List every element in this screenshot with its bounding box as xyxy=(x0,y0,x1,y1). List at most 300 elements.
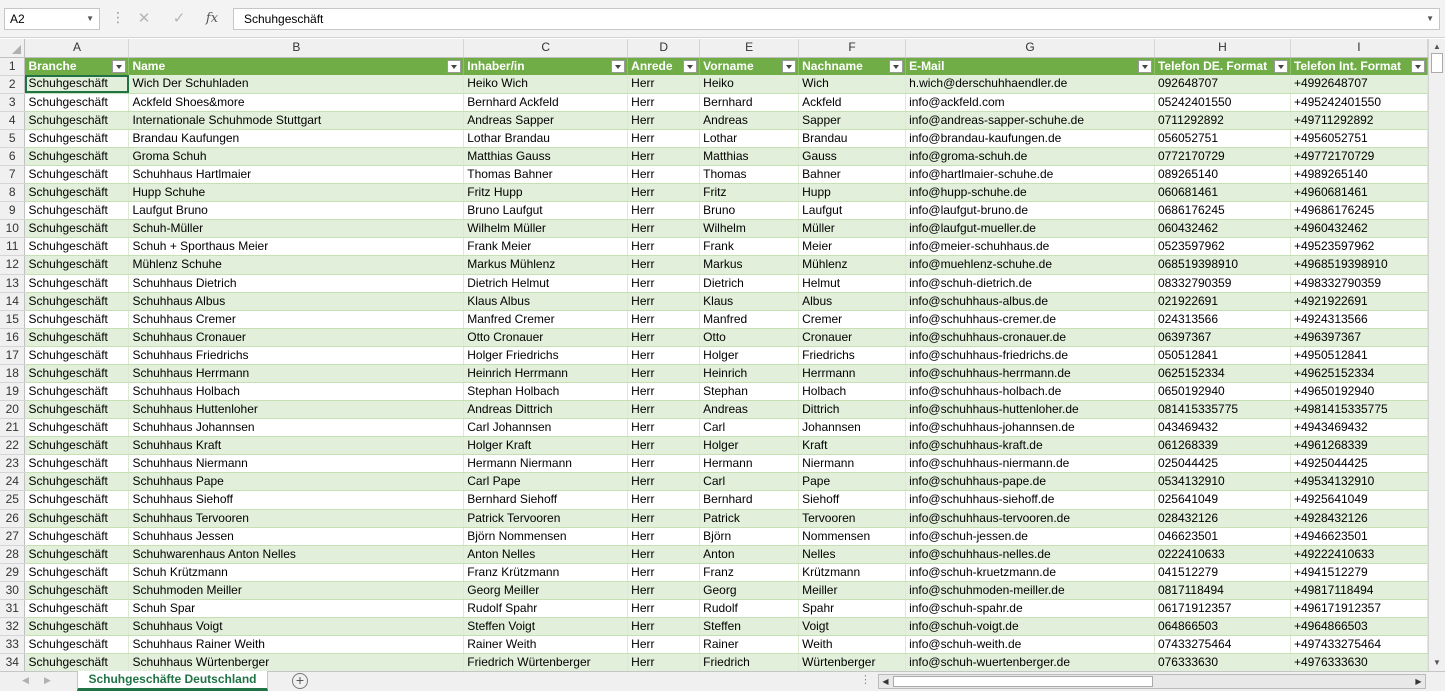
table-cell[interactable]: 0650192940 xyxy=(1154,382,1290,400)
table-cell[interactable]: Schuhgeschäft xyxy=(25,238,129,256)
table-cell[interactable]: Schuhgeschäft xyxy=(25,184,129,202)
column-header-b[interactable]: B xyxy=(129,39,464,57)
enter-icon[interactable]: ✓ xyxy=(172,10,186,27)
row-header[interactable]: 30 xyxy=(0,581,25,599)
table-cell[interactable]: info@schuh-spahr.de xyxy=(906,599,1155,617)
table-cell[interactable]: Herr xyxy=(628,328,700,346)
table-cell[interactable]: Schuhhaus Rainer Weith xyxy=(129,636,464,654)
table-cell[interactable]: Dittrich xyxy=(799,401,906,419)
table-cell[interactable]: info@schuhhaus-huttenloher.de xyxy=(906,401,1155,419)
row-header[interactable]: 8 xyxy=(0,184,25,202)
column-header-i[interactable]: I xyxy=(1290,39,1427,57)
table-cell[interactable]: Schuhgeschäft xyxy=(25,274,129,292)
cancel-icon[interactable]: ✕ xyxy=(137,10,151,27)
horizontal-scrollbar[interactable] xyxy=(878,674,1426,689)
table-cell[interactable]: Otto Cronauer xyxy=(464,328,628,346)
table-cell[interactable]: +496397367 xyxy=(1290,328,1427,346)
scrollbar-thumb[interactable] xyxy=(1431,53,1443,73)
table-cell[interactable]: 092648707 xyxy=(1154,75,1290,93)
table-cell[interactable]: Bernhard xyxy=(700,93,799,111)
table-cell[interactable]: Schuhgeschäft xyxy=(25,545,129,563)
filter-dropdown-icon[interactable] xyxy=(782,60,796,73)
table-cell[interactable]: Herr xyxy=(628,364,700,382)
table-cell[interactable]: Matthias Gauss xyxy=(464,147,628,165)
table-cell[interactable]: Herr xyxy=(628,93,700,111)
table-cell[interactable]: +498332790359 xyxy=(1290,274,1427,292)
table-cell[interactable]: Herr xyxy=(628,346,700,364)
table-header-cell[interactable] xyxy=(464,57,628,75)
table-cell[interactable]: Schuhgeschäft xyxy=(25,563,129,581)
table-header-cell[interactable] xyxy=(700,57,799,75)
table-cell[interactable]: +4950512841 xyxy=(1290,346,1427,364)
table-cell[interactable]: info@schuhhaus-holbach.de xyxy=(906,382,1155,400)
row-header[interactable]: 9 xyxy=(0,202,25,220)
row-header[interactable]: 14 xyxy=(0,292,25,310)
table-cell[interactable]: Brandau xyxy=(799,129,906,147)
table-cell[interactable]: info@meier-schuhhaus.de xyxy=(906,238,1155,256)
next-sheet-icon[interactable]: ▶ xyxy=(44,675,51,685)
row-header[interactable]: 28 xyxy=(0,545,25,563)
table-cell[interactable]: Holger xyxy=(700,437,799,455)
table-cell[interactable]: +4981415335775 xyxy=(1290,401,1427,419)
column-header-d[interactable]: D xyxy=(628,39,700,57)
table-cell[interactable]: Herr xyxy=(628,166,700,184)
table-cell[interactable]: Fritz Hupp xyxy=(464,184,628,202)
table-cell[interactable]: Laufgut Bruno xyxy=(129,202,464,220)
table-cell[interactable]: Schuhgeschäft xyxy=(25,455,129,473)
table-cell[interactable]: Herr xyxy=(628,220,700,238)
table-cell[interactable]: info@hartlmaier-schuhe.de xyxy=(906,166,1155,184)
table-cell[interactable]: Schuhgeschäft xyxy=(25,491,129,509)
table-cell[interactable]: Kraft xyxy=(799,437,906,455)
table-cell[interactable]: +4992648707 xyxy=(1290,75,1427,93)
table-cell[interactable]: Bahner xyxy=(799,166,906,184)
row-header[interactable]: 2 xyxy=(0,75,25,93)
table-cell[interactable]: Herr xyxy=(628,129,700,147)
table-cell[interactable]: 08332790359 xyxy=(1154,274,1290,292)
row-header[interactable]: 16 xyxy=(0,328,25,346)
table-cell[interactable]: Thomas xyxy=(700,166,799,184)
table-cell[interactable]: 025044425 xyxy=(1154,455,1290,473)
table-cell[interactable]: Gauss xyxy=(799,147,906,165)
table-cell[interactable]: +49650192940 xyxy=(1290,382,1427,400)
table-cell[interactable]: Heinrich Herrmann xyxy=(464,364,628,382)
row-header[interactable]: 24 xyxy=(0,473,25,491)
more-vertical-icon[interactable]: ⋮ xyxy=(111,9,124,25)
table-cell[interactable]: +4956052751 xyxy=(1290,129,1427,147)
table-cell[interactable]: Franz Krützmann xyxy=(464,563,628,581)
table-cell[interactable]: Weith xyxy=(799,636,906,654)
table-cell[interactable]: Mühlenz Schuhe xyxy=(129,256,464,274)
table-cell[interactable]: info@schuh-voigt.de xyxy=(906,618,1155,636)
table-cell[interactable]: 050512841 xyxy=(1154,346,1290,364)
table-cell[interactable]: Rainer Weith xyxy=(464,636,628,654)
table-cell[interactable]: 0625152334 xyxy=(1154,364,1290,382)
table-cell[interactable]: info@laufgut-bruno.de xyxy=(906,202,1155,220)
table-cell[interactable]: Herr xyxy=(628,618,700,636)
table-cell[interactable]: 025641049 xyxy=(1154,491,1290,509)
table-cell[interactable]: Meiller xyxy=(799,581,906,599)
table-cell[interactable]: 05242401550 xyxy=(1154,93,1290,111)
table-cell[interactable]: +49523597962 xyxy=(1290,238,1427,256)
scroll-down-icon[interactable]: ▼ xyxy=(1433,658,1441,667)
table-cell[interactable]: +4946623501 xyxy=(1290,527,1427,545)
table-cell[interactable]: Holger xyxy=(700,346,799,364)
table-cell[interactable]: info@ackfeld.com xyxy=(906,93,1155,111)
table-cell[interactable]: Cronauer xyxy=(799,328,906,346)
name-box[interactable] xyxy=(4,8,100,30)
table-cell[interactable]: Schuhgeschäft xyxy=(25,473,129,491)
table-cell[interactable]: h.wich@derschuhhaendler.de xyxy=(906,75,1155,93)
table-cell[interactable]: Schuhhaus Siehoff xyxy=(129,491,464,509)
table-cell[interactable]: Schuhgeschäft xyxy=(25,166,129,184)
table-cell[interactable]: Wilhelm Müller xyxy=(464,220,628,238)
table-header-cell[interactable] xyxy=(1154,57,1290,75)
table-cell[interactable]: Klaus xyxy=(700,292,799,310)
table-cell[interactable]: Manfred Cremer xyxy=(464,310,628,328)
table-cell[interactable]: Bruno Laufgut xyxy=(464,202,628,220)
table-cell[interactable]: Herr xyxy=(628,75,700,93)
table-cell[interactable]: Björn Nommensen xyxy=(464,527,628,545)
row-header[interactable]: 11 xyxy=(0,238,25,256)
row-header[interactable]: 25 xyxy=(0,491,25,509)
table-cell[interactable]: 0772170729 xyxy=(1154,147,1290,165)
table-cell[interactable]: Schuh + Sporthaus Meier xyxy=(129,238,464,256)
table-cell[interactable]: Herr xyxy=(628,654,700,671)
table-cell[interactable]: Schuhgeschäft xyxy=(25,382,129,400)
table-cell[interactable]: Johannsen xyxy=(799,419,906,437)
table-cell[interactable]: Schuh-Müller xyxy=(129,220,464,238)
table-cell[interactable]: +497433275464 xyxy=(1290,636,1427,654)
column-header-g[interactable]: G xyxy=(906,39,1155,57)
table-cell[interactable]: Internationale Schuhmode Stuttgart xyxy=(129,111,464,129)
row-header[interactable]: 12 xyxy=(0,256,25,274)
row-header[interactable]: 7 xyxy=(0,166,25,184)
scroll-left-icon[interactable]: ◀ xyxy=(882,677,889,686)
table-cell[interactable]: +49534132910 xyxy=(1290,473,1427,491)
table-cell[interactable]: Schuhgeschäft xyxy=(25,75,129,93)
table-cell[interactable]: Schuhhaus Cronauer xyxy=(129,328,464,346)
table-cell[interactable]: 06171912357 xyxy=(1154,599,1290,617)
table-cell[interactable]: info@groma-schuh.de xyxy=(906,147,1155,165)
table-cell[interactable]: +4921922691 xyxy=(1290,292,1427,310)
table-cell[interactable]: Schuhhaus Holbach xyxy=(129,382,464,400)
table-cell[interactable]: Meier xyxy=(799,238,906,256)
table-cell[interactable]: Schuhgeschäft xyxy=(25,147,129,165)
table-cell[interactable]: Herr xyxy=(628,455,700,473)
table-cell[interactable]: Friedrichs xyxy=(799,346,906,364)
table-header-cell[interactable] xyxy=(906,57,1155,75)
table-cell[interactable]: info@muehlenz-schuhe.de xyxy=(906,256,1155,274)
table-cell[interactable]: Ackfeld xyxy=(799,93,906,111)
table-cell[interactable]: +4960432462 xyxy=(1290,220,1427,238)
table-cell[interactable]: Spahr xyxy=(799,599,906,617)
table-cell[interactable]: Schuhgeschäft xyxy=(25,509,129,527)
table-header-cell[interactable] xyxy=(628,57,700,75)
table-cell[interactable]: Steffen Voigt xyxy=(464,618,628,636)
table-cell[interactable]: Schuhhaus Johannsen xyxy=(129,419,464,437)
table-cell[interactable]: Schuhwarenhaus Anton Nelles xyxy=(129,545,464,563)
table-cell[interactable]: 024313566 xyxy=(1154,310,1290,328)
table-cell[interactable]: Georg xyxy=(700,581,799,599)
table-cell[interactable]: Groma Schuh xyxy=(129,147,464,165)
table-cell[interactable]: Schuhgeschäft xyxy=(25,618,129,636)
table-cell[interactable]: Hupp Schuhe xyxy=(129,184,464,202)
table-cell[interactable]: Schuhgeschäft xyxy=(25,527,129,545)
row-header[interactable]: 29 xyxy=(0,563,25,581)
row-header[interactable]: 27 xyxy=(0,527,25,545)
row-header[interactable]: 31 xyxy=(0,599,25,617)
table-cell[interactable]: Schuhgeschäft xyxy=(25,310,129,328)
filter-dropdown-icon[interactable] xyxy=(889,60,903,73)
table-cell[interactable]: Stephan xyxy=(700,382,799,400)
table-cell[interactable]: Herr xyxy=(628,310,700,328)
table-cell[interactable]: Schuhgeschäft xyxy=(25,129,129,147)
table-cell[interactable]: Schuhgeschäft xyxy=(25,202,129,220)
row-header[interactable]: 3 xyxy=(0,93,25,111)
table-cell[interactable]: Herr xyxy=(628,473,700,491)
table-cell[interactable]: Andreas xyxy=(700,111,799,129)
table-cell[interactable]: +49711292892 xyxy=(1290,111,1427,129)
table-cell[interactable]: Helmut xyxy=(799,274,906,292)
table-cell[interactable]: Schuhhaus Kraft xyxy=(129,437,464,455)
table-cell[interactable]: Schuhhaus Dietrich xyxy=(129,274,464,292)
table-cell[interactable]: Rainer xyxy=(700,636,799,654)
table-cell[interactable]: Schuhgeschäft xyxy=(25,654,129,671)
table-header-cell[interactable] xyxy=(1290,57,1427,75)
row-header[interactable]: 21 xyxy=(0,419,25,437)
table-cell[interactable]: Herr xyxy=(628,382,700,400)
table-cell[interactable]: Heinrich xyxy=(700,364,799,382)
table-cell[interactable]: +49625152334 xyxy=(1290,364,1427,382)
table-cell[interactable]: Schuhgeschäft xyxy=(25,292,129,310)
table-cell[interactable]: +4961268339 xyxy=(1290,437,1427,455)
filter-dropdown-icon[interactable] xyxy=(447,60,461,73)
table-cell[interactable]: info@andreas-sapper-schuhe.de xyxy=(906,111,1155,129)
table-cell[interactable]: info@schuh-kruetzmann.de xyxy=(906,563,1155,581)
row-header[interactable]: 19 xyxy=(0,382,25,400)
table-cell[interactable]: 041512279 xyxy=(1154,563,1290,581)
table-cell[interactable]: Schuhgeschäft xyxy=(25,256,129,274)
table-cell[interactable]: info@schuhhaus-albus.de xyxy=(906,292,1155,310)
table-cell[interactable]: +4941512279 xyxy=(1290,563,1427,581)
table-cell[interactable]: Wich xyxy=(799,75,906,93)
table-cell[interactable]: Heiko xyxy=(700,75,799,93)
table-cell[interactable]: +4968519398910 xyxy=(1290,256,1427,274)
table-cell[interactable]: Schuhgeschäft xyxy=(25,111,129,129)
table-cell[interactable]: 07433275464 xyxy=(1154,636,1290,654)
table-cell[interactable]: 021922691 xyxy=(1154,292,1290,310)
table-cell[interactable]: +4943469432 xyxy=(1290,419,1427,437)
table-cell[interactable]: Schuhgeschäft xyxy=(25,636,129,654)
table-cell[interactable]: Bruno xyxy=(700,202,799,220)
table-cell[interactable]: Heiko Wich xyxy=(464,75,628,93)
table-cell[interactable]: Herr xyxy=(628,111,700,129)
table-cell[interactable]: Schuhhaus Cremer xyxy=(129,310,464,328)
table-cell[interactable]: Schuhhaus Albus xyxy=(129,292,464,310)
row-header[interactable]: 10 xyxy=(0,220,25,238)
table-cell[interactable]: Andreas Sapper xyxy=(464,111,628,129)
column-header-c[interactable]: C xyxy=(464,39,628,57)
table-cell[interactable]: 0523597962 xyxy=(1154,238,1290,256)
table-cell[interactable]: Albus xyxy=(799,292,906,310)
table-cell[interactable]: +49772170729 xyxy=(1290,147,1427,165)
filter-dropdown-icon[interactable] xyxy=(683,60,697,73)
table-cell[interactable]: Herr xyxy=(628,184,700,202)
table-cell[interactable]: Herr xyxy=(628,636,700,654)
more-horizontal-icon[interactable]: ⋮ xyxy=(860,674,871,686)
table-cell[interactable]: Schuhgeschäft xyxy=(25,599,129,617)
table-cell[interactable]: info@schuh-weith.de xyxy=(906,636,1155,654)
scroll-right-icon[interactable]: ▶ xyxy=(1415,677,1422,686)
table-cell[interactable]: Schuhgeschäft xyxy=(25,93,129,111)
table-cell[interactable]: Schuhhaus Niermann xyxy=(129,455,464,473)
table-cell[interactable]: info@hupp-schuhe.de xyxy=(906,184,1155,202)
table-cell[interactable]: +4964866503 xyxy=(1290,618,1427,636)
table-cell[interactable]: Holger Friedrichs xyxy=(464,346,628,364)
table-cell[interactable]: Georg Meiller xyxy=(464,581,628,599)
table-cell[interactable]: Steffen xyxy=(700,618,799,636)
table-cell[interactable]: Herr xyxy=(628,274,700,292)
table-cell[interactable]: Dietrich xyxy=(700,274,799,292)
table-cell[interactable]: Matthias xyxy=(700,147,799,165)
table-cell[interactable]: +496171912357 xyxy=(1290,599,1427,617)
table-cell[interactable]: Herr xyxy=(628,292,700,310)
table-cell[interactable]: info@schuhhaus-tervooren.de xyxy=(906,509,1155,527)
table-cell[interactable]: Cremer xyxy=(799,310,906,328)
table-cell[interactable]: Andreas Dittrich xyxy=(464,401,628,419)
table-cell[interactable]: 0534132910 xyxy=(1154,473,1290,491)
scrollbar-thumb[interactable] xyxy=(893,676,1153,687)
table-cell[interactable]: +49222410633 xyxy=(1290,545,1427,563)
table-cell[interactable]: Bernhard Siehoff xyxy=(464,491,628,509)
filter-dropdown-icon[interactable] xyxy=(611,60,625,73)
table-cell[interactable]: 056052751 xyxy=(1154,129,1290,147)
filter-dropdown-icon[interactable] xyxy=(1138,60,1152,73)
table-cell[interactable]: 046623501 xyxy=(1154,527,1290,545)
table-cell[interactable]: Holger Kraft xyxy=(464,437,628,455)
table-cell[interactable]: Otto xyxy=(700,328,799,346)
table-cell[interactable]: Markus Mühlenz xyxy=(464,256,628,274)
row-header[interactable]: 15 xyxy=(0,310,25,328)
table-cell[interactable]: 081415335775 xyxy=(1154,401,1290,419)
table-cell[interactable]: Schuhhaus Tervooren xyxy=(129,509,464,527)
table-cell[interactable]: Patrick Tervooren xyxy=(464,509,628,527)
table-cell[interactable]: Schuhhaus Pape xyxy=(129,473,464,491)
table-cell[interactable]: Carl xyxy=(700,473,799,491)
table-cell[interactable]: Björn xyxy=(700,527,799,545)
table-cell[interactable]: Lothar xyxy=(700,129,799,147)
table-cell[interactable]: Schuhhaus Hartlmaier xyxy=(129,166,464,184)
table-cell[interactable]: Schuh Krützmann xyxy=(129,563,464,581)
row-header[interactable]: 23 xyxy=(0,455,25,473)
table-cell[interactable]: 028432126 xyxy=(1154,509,1290,527)
table-cell[interactable]: +4928432126 xyxy=(1290,509,1427,527)
previous-sheet-icon[interactable]: ◀ xyxy=(22,675,29,685)
table-cell[interactable]: Schuhgeschäft xyxy=(25,364,129,382)
chevron-down-icon[interactable]: ▼ xyxy=(86,14,94,23)
table-cell[interactable]: Herr xyxy=(628,491,700,509)
table-cell[interactable]: Würtenberger xyxy=(799,654,906,671)
table-cell[interactable]: info@schuhhaus-pape.de xyxy=(906,473,1155,491)
table-cell[interactable]: Herrmann xyxy=(799,364,906,382)
table-cell[interactable]: Krützmann xyxy=(799,563,906,581)
chevron-down-icon[interactable]: ▼ xyxy=(1426,14,1434,23)
table-cell[interactable]: Herr xyxy=(628,545,700,563)
table-cell[interactable]: Andreas xyxy=(700,401,799,419)
row-header[interactable]: 34 xyxy=(0,654,25,671)
table-cell[interactable]: Nommensen xyxy=(799,527,906,545)
table-cell[interactable]: Fritz xyxy=(700,184,799,202)
table-cell[interactable]: +49817118494 xyxy=(1290,581,1427,599)
row-header[interactable]: 13 xyxy=(0,274,25,292)
table-cell[interactable]: Siehoff xyxy=(799,491,906,509)
table-cell[interactable]: Schuhhaus Voigt xyxy=(129,618,464,636)
table-cell[interactable]: Herr xyxy=(628,256,700,274)
table-cell[interactable]: Stephan Holbach xyxy=(464,382,628,400)
table-cell[interactable]: 043469432 xyxy=(1154,419,1290,437)
table-cell[interactable]: +4989265140 xyxy=(1290,166,1427,184)
table-cell[interactable]: +495242401550 xyxy=(1290,93,1427,111)
table-cell[interactable]: info@schuh-jessen.de xyxy=(906,527,1155,545)
table-cell[interactable]: 076333630 xyxy=(1154,654,1290,671)
table-cell[interactable]: Schuhhaus Huttenloher xyxy=(129,401,464,419)
table-cell[interactable]: +4976333630 xyxy=(1290,654,1427,671)
table-cell[interactable]: Herr xyxy=(628,599,700,617)
column-header-e[interactable]: E xyxy=(700,39,799,57)
table-cell[interactable]: Schuhgeschäft xyxy=(25,346,129,364)
table-cell[interactable]: Ackfeld Shoes&more xyxy=(129,93,464,111)
table-cell[interactable]: Schuhhaus Jessen xyxy=(129,527,464,545)
table-cell[interactable]: Schuhhaus Friedrichs xyxy=(129,346,464,364)
table-cell[interactable]: +4924313566 xyxy=(1290,310,1427,328)
table-cell[interactable]: 0711292892 xyxy=(1154,111,1290,129)
table-cell[interactable]: Sapper xyxy=(799,111,906,129)
sheet-tab[interactable]: Schuhgeschäfte Deutschland xyxy=(77,671,268,691)
filter-dropdown-icon[interactable] xyxy=(1274,60,1288,73)
table-cell[interactable]: info@schuhhaus-kraft.de xyxy=(906,437,1155,455)
formula-input[interactable] xyxy=(233,8,1440,30)
table-cell[interactable]: Tervooren xyxy=(799,509,906,527)
row-header[interactable]: 6 xyxy=(0,147,25,165)
row-header[interactable]: 26 xyxy=(0,509,25,527)
table-cell[interactable]: info@schuhhaus-johannsen.de xyxy=(906,419,1155,437)
column-header-h[interactable]: H xyxy=(1154,39,1290,57)
table-cell[interactable]: +49686176245 xyxy=(1290,202,1427,220)
table-cell[interactable]: Hupp xyxy=(799,184,906,202)
table-cell[interactable]: Schuhgeschäft xyxy=(25,401,129,419)
row-header[interactable]: 32 xyxy=(0,618,25,636)
table-cell[interactable]: Franz xyxy=(700,563,799,581)
table-cell[interactable]: Herr xyxy=(628,238,700,256)
table-cell[interactable]: Carl xyxy=(700,419,799,437)
table-cell[interactable]: 0686176245 xyxy=(1154,202,1290,220)
table-cell[interactable]: Klaus Albus xyxy=(464,292,628,310)
select-all-corner[interactable] xyxy=(0,39,25,57)
table-cell[interactable]: 0222410633 xyxy=(1154,545,1290,563)
table-cell[interactable]: info@schuhhaus-cronauer.de xyxy=(906,328,1155,346)
table-cell[interactable]: Rudolf Spahr xyxy=(464,599,628,617)
table-cell[interactable]: Herr xyxy=(628,147,700,165)
column-header-a[interactable]: A xyxy=(25,39,129,57)
filter-dropdown-icon[interactable] xyxy=(112,60,126,73)
table-header-cell[interactable] xyxy=(25,57,129,75)
table-cell[interactable]: Voigt xyxy=(799,618,906,636)
table-cell[interactable]: Rudolf xyxy=(700,599,799,617)
table-cell[interactable]: Schuhgeschäft xyxy=(25,220,129,238)
table-cell[interactable]: +4960681461 xyxy=(1290,184,1427,202)
table-cell[interactable]: info@schuhhaus-niermann.de xyxy=(906,455,1155,473)
